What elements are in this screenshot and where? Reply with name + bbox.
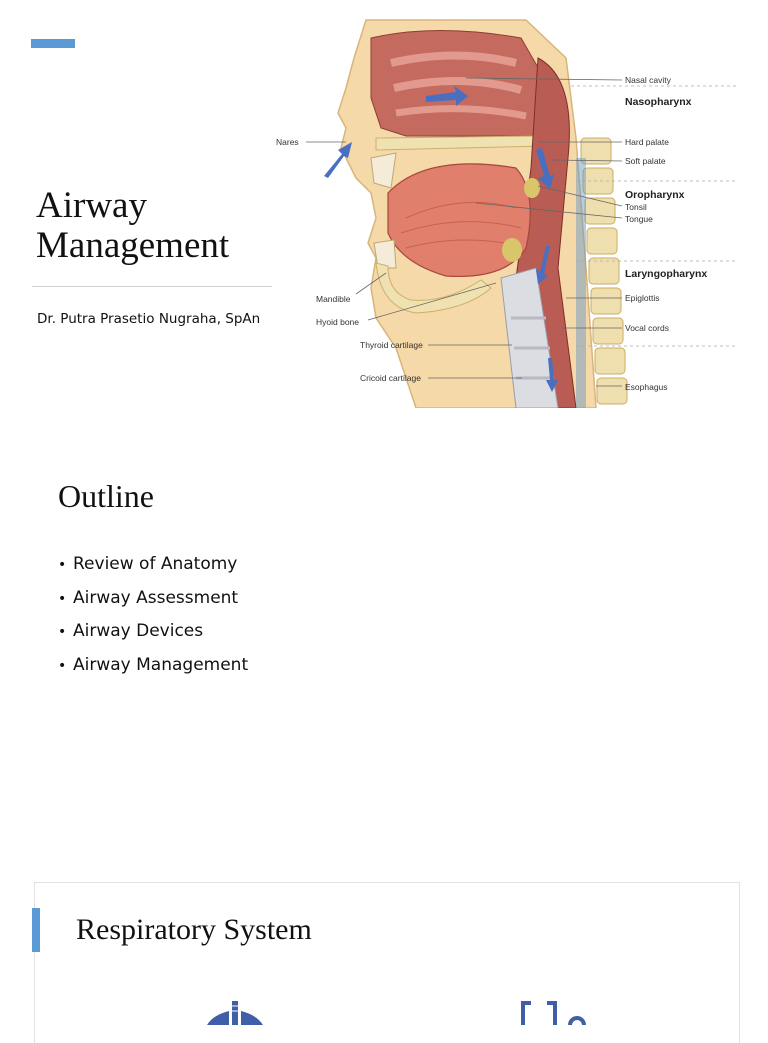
label-esophagus: Esophagus bbox=[625, 382, 668, 392]
label-vocal-cords: Vocal cords bbox=[625, 323, 669, 333]
bullet-icon: • bbox=[58, 657, 67, 674]
outline-item-text: Airway Devices bbox=[73, 621, 204, 641]
outline-title: Outline bbox=[58, 478, 154, 514]
label-hard-palate: Hard palate bbox=[625, 137, 669, 147]
slide-title bbox=[36, 186, 296, 266]
outline-item bbox=[58, 582, 248, 616]
outline-item bbox=[58, 548, 248, 582]
outline-item-text: Airway Management bbox=[73, 654, 249, 675]
title-line-2: Management bbox=[36, 225, 230, 266]
author-name: Dr. Putra Prasetio Nugraha, SpAn bbox=[37, 311, 261, 327]
spine bbox=[576, 138, 627, 408]
accent-bar bbox=[32, 908, 40, 952]
outline-item bbox=[58, 615, 248, 649]
title-divider bbox=[32, 286, 272, 287]
bullet-icon: • bbox=[58, 624, 67, 640]
label-nasal-cavity: Nasal cavity bbox=[625, 75, 671, 85]
label-thyroid-cartilage: Thyroid cartilage bbox=[360, 340, 423, 350]
title-slide bbox=[0, 0, 768, 410]
outline-list bbox=[58, 548, 248, 682]
outline-item bbox=[58, 649, 248, 683]
label-nares: Nares bbox=[276, 137, 299, 147]
outline-item-text: Review of Anatomy bbox=[73, 554, 238, 574]
title-line-1: Airway bbox=[36, 185, 147, 226]
label-oropharynx: Oropharynx bbox=[625, 189, 685, 201]
bullet-icon: • bbox=[58, 557, 67, 573]
outline-item-text: Airway Assessment bbox=[73, 587, 239, 608]
label-tonsil: Tonsil bbox=[625, 202, 647, 212]
respiratory-title: Respiratory System bbox=[76, 913, 312, 946]
label-laryngopharynx: Laryngopharynx bbox=[625, 268, 708, 280]
accent-bar bbox=[31, 39, 75, 48]
stethoscope-icon bbox=[519, 1001, 589, 1025]
label-soft-palate: Soft palate bbox=[625, 156, 666, 166]
anatomy-illustration bbox=[276, 18, 738, 408]
respiratory-system-slide bbox=[34, 882, 740, 1043]
airway-anatomy-figure bbox=[276, 18, 738, 408]
label-epiglottis: Epiglottis bbox=[625, 293, 660, 303]
label-mandible: Mandible bbox=[316, 294, 351, 304]
lungs-icon bbox=[203, 1001, 267, 1025]
label-nasopharynx: Nasopharynx bbox=[625, 96, 692, 108]
bullet-icon: • bbox=[58, 590, 67, 607]
label-hyoid-bone: Hyoid bone bbox=[316, 317, 360, 327]
label-tongue: Tongue bbox=[625, 214, 653, 224]
label-cricoid-cartilage: Cricoid cartilage bbox=[360, 373, 421, 383]
outline-slide bbox=[0, 440, 768, 860]
